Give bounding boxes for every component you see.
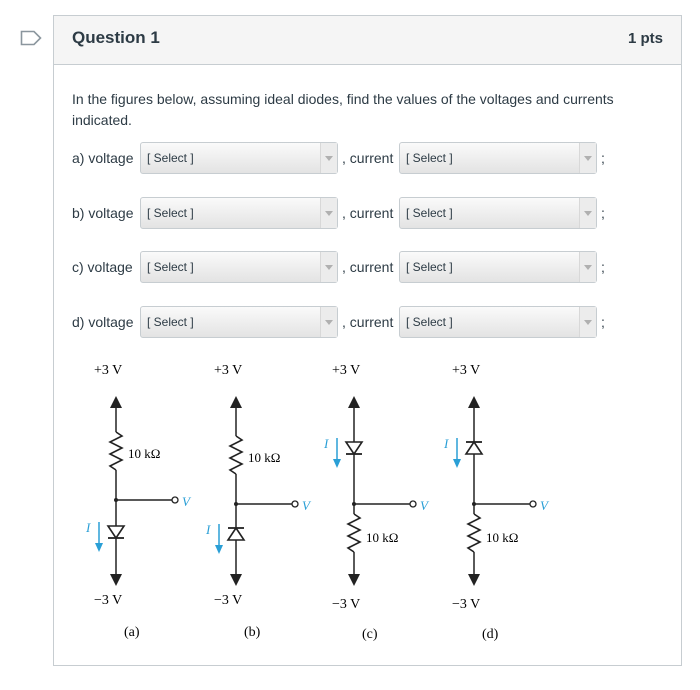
- arrow-down-icon: [468, 574, 480, 586]
- question-prompt: In the figures below, assuming ideal diodes, find the values of the voltages and currents indicated.: [72, 91, 614, 128]
- current-select-a[interactable]: [399, 142, 597, 174]
- supply-neg-label: −3 V: [94, 593, 123, 608]
- voltage-select-b[interactable]: [140, 197, 338, 229]
- select-value: [ Select ]: [406, 260, 453, 274]
- supply-neg-label: −3 V: [452, 597, 481, 612]
- current-select-b[interactable]: [399, 197, 597, 229]
- node-v-label: V: [420, 498, 428, 513]
- select-value: [ Select ]: [147, 151, 194, 165]
- flag-icon[interactable]: [20, 30, 42, 46]
- row-suffix: ;: [601, 314, 605, 330]
- node-v-label: V: [540, 498, 548, 513]
- arrow-up-icon: [110, 396, 122, 408]
- chevron-down-icon: [579, 143, 596, 173]
- resistor-icon: [230, 436, 242, 474]
- circuit-a: [85, 363, 192, 640]
- circuit-d: [443, 363, 550, 642]
- current-arrow-icon: [333, 459, 341, 468]
- caption-c: (c): [362, 627, 378, 642]
- row-label: c) voltage: [72, 259, 133, 275]
- arrow-up-icon: [348, 396, 360, 408]
- select-value: [ Select ]: [147, 260, 194, 274]
- select-value: [ Select ]: [406, 206, 453, 220]
- question-points: 1 pts: [627, 30, 663, 47]
- node-v-label: V: [302, 498, 310, 513]
- supply-pos-label: +3 V: [452, 363, 481, 378]
- arrow-up-icon: [230, 396, 242, 408]
- circuit-b: [205, 363, 312, 640]
- caption-d: (d): [482, 627, 499, 642]
- select-value: [ Select ]: [147, 315, 194, 329]
- supply-neg-label: −3 V: [214, 593, 243, 608]
- voltage-select-a[interactable]: [140, 142, 338, 174]
- resistor-label: 10 kΩ: [128, 446, 161, 461]
- question-card: [53, 15, 682, 666]
- row-label: a) voltage: [72, 150, 134, 166]
- diode-icon: [108, 526, 124, 538]
- row-label: b) voltage: [72, 205, 134, 221]
- current-i-label: I: [206, 522, 211, 537]
- arrow-down-icon: [348, 574, 360, 586]
- current-label: , current: [342, 259, 394, 275]
- current-arrow-icon: [215, 545, 223, 554]
- arrow-down-icon: [230, 574, 242, 586]
- chevron-down-icon: [320, 198, 337, 228]
- circuit-c: [323, 363, 430, 642]
- node-v-label: V: [182, 494, 190, 509]
- select-value: [ Select ]: [406, 315, 453, 329]
- row-suffix: ;: [601, 205, 605, 221]
- resistor-label: 10 kΩ: [366, 530, 399, 545]
- current-label: , current: [342, 150, 394, 166]
- select-value: [ Select ]: [406, 151, 453, 165]
- supply-neg-label: −3 V: [332, 597, 361, 612]
- chevron-down-icon: [320, 307, 337, 337]
- resistor-icon: [468, 514, 480, 552]
- current-i-label: I: [86, 520, 91, 535]
- question-header: [54, 16, 681, 65]
- resistor-icon: [110, 432, 122, 470]
- question-title: Question 1: [72, 28, 160, 47]
- arrow-up-icon: [468, 396, 480, 408]
- caption-b: (b): [244, 625, 261, 640]
- answer-row-a: [72, 142, 672, 174]
- arrow-down-icon: [110, 574, 122, 586]
- current-i-label: I: [444, 436, 449, 451]
- voltage-select-c[interactable]: [140, 251, 338, 283]
- resistor-icon: [348, 514, 360, 552]
- row-suffix: ;: [601, 150, 605, 166]
- current-label: , current: [342, 205, 394, 221]
- supply-pos-label: +3 V: [332, 363, 361, 378]
- voltage-select-d[interactable]: [140, 306, 338, 338]
- current-label: , current: [342, 314, 394, 330]
- supply-pos-label: +3 V: [214, 363, 243, 378]
- supply-pos-label: +3 V: [94, 363, 123, 378]
- row-label: d) voltage: [72, 314, 134, 330]
- diode-icon: [228, 528, 244, 540]
- current-arrow-icon: [453, 459, 461, 468]
- answer-row-c: [72, 251, 672, 283]
- caption-a: (a): [124, 625, 140, 640]
- answer-row-d: [72, 306, 672, 338]
- answer-row-b: [72, 197, 672, 229]
- diode-icon: [346, 442, 362, 454]
- row-suffix: ;: [601, 259, 605, 275]
- current-arrow-icon: [95, 543, 103, 552]
- circuit-figure: [76, 354, 596, 644]
- current-i-label: I: [324, 436, 329, 451]
- chevron-down-icon: [579, 198, 596, 228]
- select-value: [ Select ]: [147, 206, 194, 220]
- chevron-down-icon: [579, 307, 596, 337]
- resistor-label: 10 kΩ: [486, 530, 519, 545]
- chevron-down-icon: [320, 143, 337, 173]
- resistor-label: 10 kΩ: [248, 450, 281, 465]
- current-select-c[interactable]: [399, 251, 597, 283]
- current-select-d[interactable]: [399, 306, 597, 338]
- chevron-down-icon: [579, 252, 596, 282]
- diode-icon: [466, 442, 482, 454]
- chevron-down-icon: [320, 252, 337, 282]
